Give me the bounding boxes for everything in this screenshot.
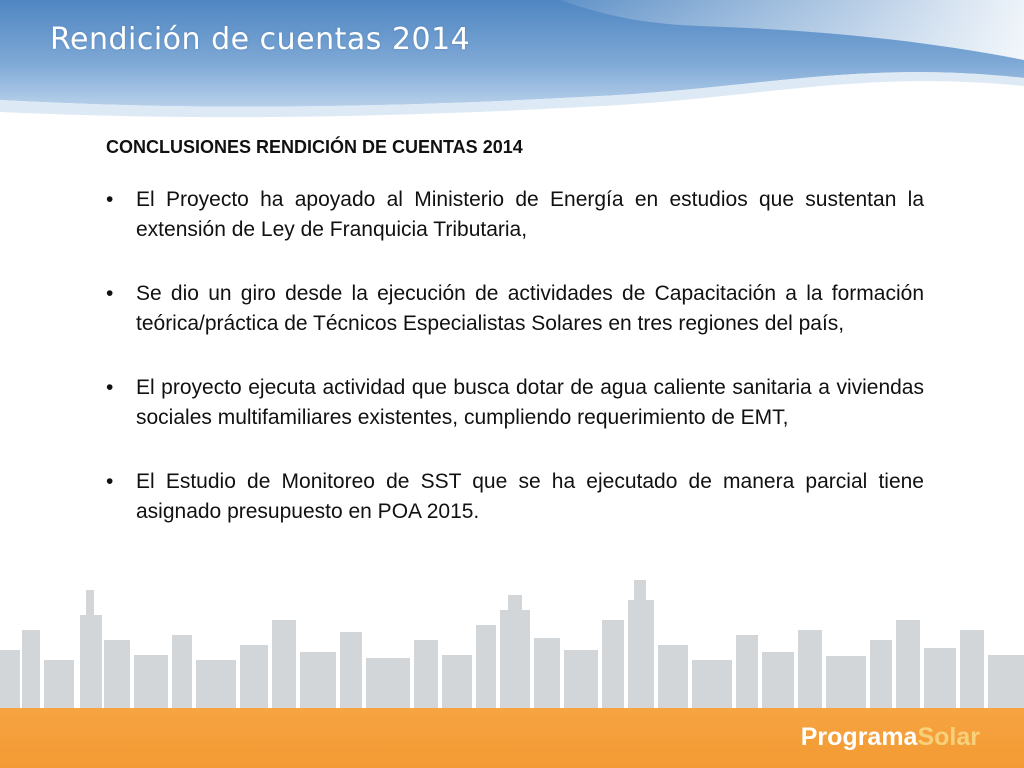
list-item-text: Se dio un giro desde la ejecución de actividades de Capacitación a la formación teórica/práctica de Técnicos Especialistas Solares en tres regiones del país, bbox=[136, 282, 924, 335]
bullet-marker: • bbox=[106, 470, 114, 493]
slide-title: Rendición de cuentas 2014 bbox=[50, 22, 471, 57]
conclusions-list bbox=[106, 185, 924, 527]
list-item bbox=[106, 279, 924, 339]
bullet-marker: • bbox=[106, 188, 114, 211]
list-item-text: El Proyecto ha apoyado al Ministerio de Energía en estudios que sustentan la extensión de Ley de Franquicia Tributaria, bbox=[136, 188, 924, 241]
city-skyline-decoration bbox=[0, 560, 1024, 710]
bullet-marker: • bbox=[106, 282, 114, 305]
bullet-marker: • bbox=[106, 376, 114, 399]
list-item-text: El Estudio de Monitoreo de SST que se ha ejecutado de manera parcial tiene asignado presupuesto en POA 2015. bbox=[136, 470, 924, 523]
brand-logo bbox=[801, 723, 980, 752]
brand-name-part2: Solar bbox=[917, 723, 980, 751]
header-sky-banner bbox=[0, 0, 1024, 130]
conclusions-content bbox=[106, 137, 924, 561]
list-item bbox=[106, 185, 924, 245]
list-item-text: El proyecto ejecuta actividad que busca dotar de agua caliente sanitaria a viviendas sociales multifamiliares existentes, cumpliendo requerimiento de EMT, bbox=[136, 376, 924, 429]
footer-bar bbox=[0, 708, 1024, 768]
list-item bbox=[106, 467, 924, 527]
section-heading: CONCLUSIONES RENDICIÓN DE CUENTAS 2014 bbox=[106, 137, 523, 157]
list-item bbox=[106, 373, 924, 433]
brand-name-part1: Programa bbox=[800, 723, 918, 751]
